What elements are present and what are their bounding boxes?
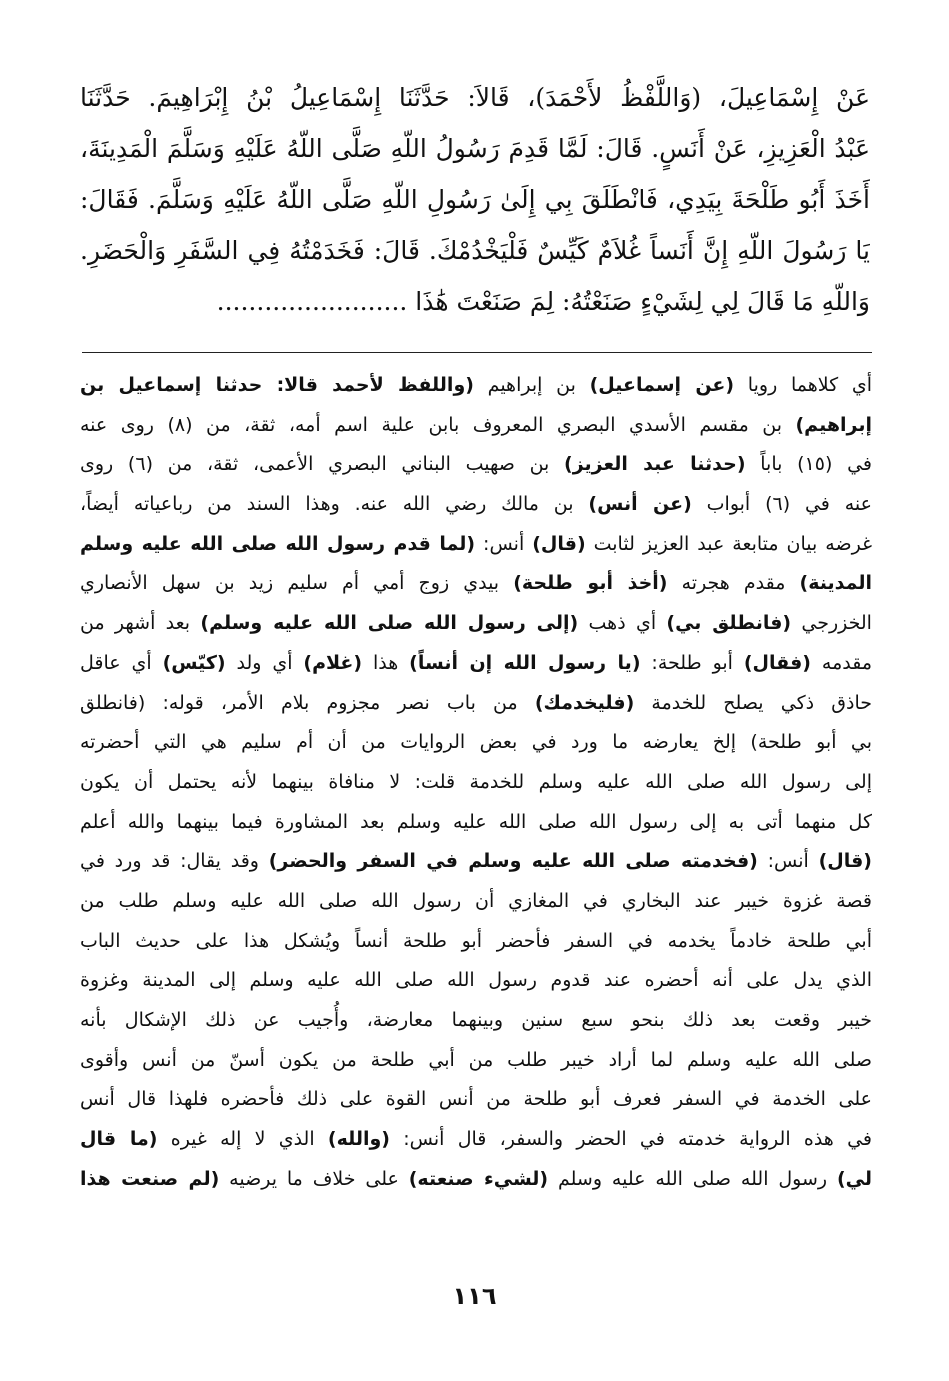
quoted-text-bold: (ما قال	[80, 1128, 158, 1151]
quoted-text-bold: (قال)	[818, 850, 872, 873]
quoted-text-bold: إبراهيم)	[795, 413, 872, 436]
commentary-text: وقد يقال: قد ورد في	[80, 850, 269, 873]
commentary-line	[80, 604, 872, 644]
commentary-text: غرضه بيان متابعة عبد العزيز لثابت	[585, 532, 872, 555]
commentary-text: كل منهما أتى به إلى رسول الله صلى الله عليه وسلم بعد المشاورة فيما بينهما والله أعلم	[80, 810, 872, 833]
commentary-text: صلى الله عليه وسلم لما أراد خيبر طلب من أبي طلحة من يكون أسنّ من أنس وأقوى	[80, 1048, 872, 1071]
commentary-text: من باب نصر مجزوم بلام الأمر، قوله: (فانطلق	[80, 691, 535, 714]
commentary-text: أبو طلحة:	[640, 651, 744, 674]
commentary-text: الذي يدل على أنه أحضره عند قدوم رسول الله صلى الله عليه وسلم إلى المدينة وغزوة	[80, 969, 872, 992]
commentary-line	[80, 366, 872, 406]
commentary-text: إلى رسول الله صلى الله عليه وسلم للخدمة قلت: لا منافاة بينهما لأنه يحتمل أن يكون	[80, 770, 872, 793]
hadith-text-block	[80, 72, 870, 327]
commentary-line	[80, 1120, 872, 1160]
commentary-text: حاذق ذكي يصلح للخدمة	[634, 691, 872, 714]
quoted-text-bold: (لما قدم رسول الله صلى الله عليه وسلم	[80, 532, 476, 555]
commentary-text: بن مقسم الأسدي البصري المعروف بابن علية اسم أمه، ثقة، من (٨) روى عنه	[80, 413, 796, 436]
commentary-text: بن إبراهيم	[473, 374, 590, 396]
commentary-line	[80, 882, 872, 922]
commentary-line	[80, 922, 872, 962]
commentary-line	[80, 1080, 872, 1120]
hadith-line: يَا رَسُولَ اللّهِ إِنَّ أَنَساً غُلاَمٌ كَيِّسٌ فَلْيَخْدُمْكَ. قَالَ: فَخَدَمْتُهُ فِي السَّفَرِ وَالْحَضَرِ.	[80, 236, 870, 265]
commentary-text: مقدم هجرته	[667, 572, 800, 595]
commentary-text: في هذه الرواية خدمته في الحضر والسفر، قال أنس:	[390, 1128, 872, 1151]
commentary-line	[80, 842, 872, 882]
quoted-text-bold: المدينة)	[799, 572, 872, 595]
commentary-text: رسول الله صلى الله عليه وسلم	[548, 1167, 837, 1190]
commentary-line	[80, 525, 872, 565]
hadith-line: وَاللّهِ مَا قَالَ لِي لِشَيْءٍ صَنَعْتُهُ: لِمَ صَنَعْتَ هَٰذَا ........................	[216, 287, 870, 316]
quoted-text-bold: (لم صنعت هذا	[80, 1167, 220, 1190]
quoted-text-bold: (قال)	[532, 532, 586, 555]
commentary-text: أي ولد	[225, 651, 304, 674]
quoted-text-bold: (يا رسول الله إن أنساً)	[409, 651, 641, 674]
quoted-text-bold: (لشيء صنعته)	[408, 1167, 549, 1190]
commentary-text: أي كلاهما رويا	[734, 374, 872, 396]
commentary-line	[80, 564, 872, 604]
commentary-text: على خلاف ما يرضيه	[219, 1167, 409, 1190]
commentary-text: بن مالك رضي الله عنه. وهذا السند من رباعياته أيضاً،	[80, 493, 589, 516]
commentary-line	[80, 445, 872, 485]
section-divider	[82, 352, 872, 353]
commentary-line	[80, 406, 872, 446]
quoted-text-bold: لي)	[836, 1167, 872, 1190]
commentary-text: بيدي زوج أمي أم سليم زيد بن سهل الأنصاري	[80, 572, 514, 595]
commentary-line	[80, 1160, 872, 1200]
quoted-text-bold: (فخدمته صلى الله عليه وسلم في السفر والحضر)	[268, 850, 758, 873]
quoted-text-bold: (كيّس)	[162, 651, 226, 674]
commentary-text: أنس:	[757, 850, 819, 873]
commentary-text: أبي طلحة خادماً يخدمه في السفر فأحضر أبو طلحة أنساً ويُشكل هذا على حديث الباب	[80, 929, 872, 952]
commentary-line	[80, 763, 872, 803]
commentary-text: بي أبو طلحة) إلخ يعارضه ما ورد في بعض الروايات من أن أم سليم هي التي أحضرته	[80, 731, 872, 754]
quoted-text-bold: (حدثنا عبد العزيز)	[564, 453, 746, 476]
commentary-line	[80, 644, 872, 684]
quoted-text-bold: (فانطلق بي)	[666, 612, 792, 635]
quoted-text-bold: (فقال)	[743, 651, 811, 674]
commentary-line	[80, 684, 872, 724]
quoted-text-bold: (عن إسماعيل)	[589, 374, 735, 396]
commentary-text: هذا	[362, 651, 410, 674]
commentary-text: الخزرجي	[791, 612, 872, 635]
quoted-text-bold: (فليخدمك)	[534, 691, 635, 714]
commentary-line	[80, 1001, 872, 1041]
quoted-text-bold: (والله)	[327, 1128, 390, 1151]
commentary-text: عنه في (٦) أبواب	[691, 493, 872, 516]
quoted-text-bold: (أخذ أبو طلحة)	[513, 572, 668, 595]
commentary-text: أي ذهب	[578, 612, 667, 635]
hadith-line: أَخَذَ أَبُو طَلْحَةَ بِيَدِي، فَانْطَلَقَ بِي إِلَىٰ رَسُولِ اللّهِ صَلَّى اللّهُ عَلَيْهِ وَسَلَّمَ. فَقَالَ:	[80, 185, 870, 214]
commentary-text: أنس:	[475, 532, 533, 555]
commentary-text: على الخدمة في السفر فعرف أبو طلحة من أنس القوة على ذلك فأحضره فلهذا قال أنس	[80, 1088, 872, 1111]
commentary-line	[80, 485, 872, 525]
page-number: ١١٦	[452, 1282, 497, 1310]
commentary-text: قصة غزوة خيبر عند البخاري في المغازي أن رسول الله صلى الله عليه وسلم طلب من	[80, 889, 872, 912]
commentary-text: بن صهيب البناني البصري الأعمى، ثقة، من (٦) روى	[80, 453, 565, 476]
commentary-text: الذي لا إله غيره	[157, 1128, 328, 1151]
commentary-block	[80, 366, 872, 1199]
commentary-text: أي عاقل	[80, 651, 163, 674]
quoted-text-bold: (واللفظ لأحمد قالا: حدثنا إسماعيل بن	[80, 374, 474, 396]
commentary-line	[80, 961, 872, 1001]
commentary-text: مقدمه	[810, 651, 872, 674]
quoted-text-bold: (عن أنس)	[588, 493, 692, 516]
commentary-line	[80, 1041, 872, 1081]
quoted-text-bold: (إلى رسول الله صلى الله عليه وسلم)	[200, 612, 579, 635]
commentary-text: بعد أشهر من	[80, 612, 201, 635]
commentary-text: خيبر وقعت بعد ذلك بنحو سبع سنين وبينهما معارضة، وأُجيب عن ذلك الإشكال بأنه	[80, 1009, 872, 1031]
commentary-text: في (١٥) باباً	[745, 453, 872, 476]
hadith-line: عَنْ إِسْمَاعِيلَ، (وَاللَّفْظُ لأَحْمَدَ)، قَالاَ: حَدَّثَنَا إِسْمَاعِيلُ بْنُ إِبْرَاهِيمَ. حَدَّثَنَا	[80, 83, 870, 112]
hadith-line: عَبْدُ الْعَزِيزِ، عَنْ أَنَسٍ. قَالَ: لَمَّا قَدِمَ رَسُولُ اللّهِ صَلَّى اللّهُ عَلَيْهِ وَسَلَّمَ الْمَدِينَةَ،	[80, 134, 870, 163]
commentary-line	[80, 803, 872, 843]
commentary-line	[80, 723, 872, 763]
quoted-text-bold: (غلام)	[303, 651, 363, 674]
